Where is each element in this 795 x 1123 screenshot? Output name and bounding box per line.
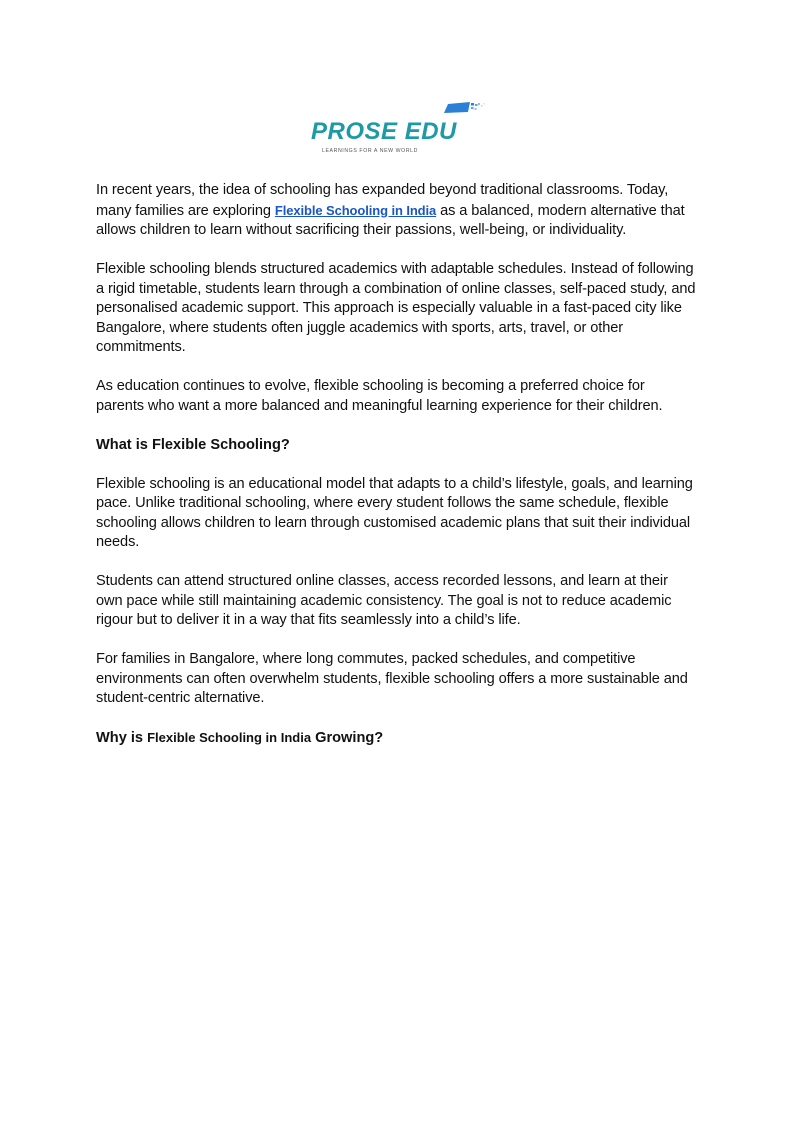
- paragraph-blends: Flexible schooling blends structured academics with adaptable schedules. Instead of following a rigid timetable, students learn through a combination of online classes, self-paced study, and personalised academic support. This approach is especially valuable in a fast-paced city like Bangalore, where students often juggle academics with sports, arts, travel, or other commitments.: [96, 261, 696, 355]
- logo-tagline-text: LEARNINGS FOR A NEW WORLD: [322, 148, 418, 154]
- prose-edu-logo: [308, 100, 488, 156]
- logo-brand-text: PROSE EDU: [311, 118, 457, 145]
- paragraph-model: Flexible schooling is an educational model that adapts to a child’s lifestyle, goals, and learning pace. Unlike traditional schooling, where every student follows the same schedule, flexible schooling allows children to learn through customised academic plans that suit their individual needs.: [96, 475, 693, 550]
- heading-what-is: What is Flexible Schooling?: [96, 436, 290, 453]
- heading-why-start: Why is: [96, 730, 148, 746]
- heading-why-middle: Flexible Schooling in India: [147, 730, 312, 745]
- logo-accent-icon: [444, 102, 485, 113]
- paragraph-students: Students can attend structured online classes, access recorded lessons, and learn at their own pace while still maintaining academic consistency. The goal is not to reduce academic rigour but to deliver it in a way that fits seamlessly into a child’s life.: [96, 573, 672, 628]
- prose-edu-logo-graphic: [308, 100, 488, 156]
- flexible-schooling-link[interactable]: Flexible Schooling in India: [274, 202, 437, 218]
- heading-why-end: Growing?: [311, 730, 384, 746]
- heading-why-growing: [96, 728, 696, 749]
- intro-text-end: as a balanced, modern alternative that allows children to learn without sacrificing their passions, well-being, or individuality.: [96, 202, 685, 238]
- document-body: [96, 181, 696, 768]
- paragraph-bangalore: For families in Bangalore, where long commutes, packed schedules, and competitive environments can often overwhelm students, flexible schooling offers a more sustainable and student-centric alternative.: [96, 651, 688, 706]
- intro-paragraph: [96, 181, 696, 241]
- intro-text-start: In recent years, the idea of schooling has expanded beyond traditional classrooms. Today, many families are exploring: [96, 182, 669, 219]
- paragraph-evolve: As education continues to evolve, flexible schooling is becoming a preferred choice for parents who want a more balanced and meaningful learning experience for their children.: [96, 378, 663, 414]
